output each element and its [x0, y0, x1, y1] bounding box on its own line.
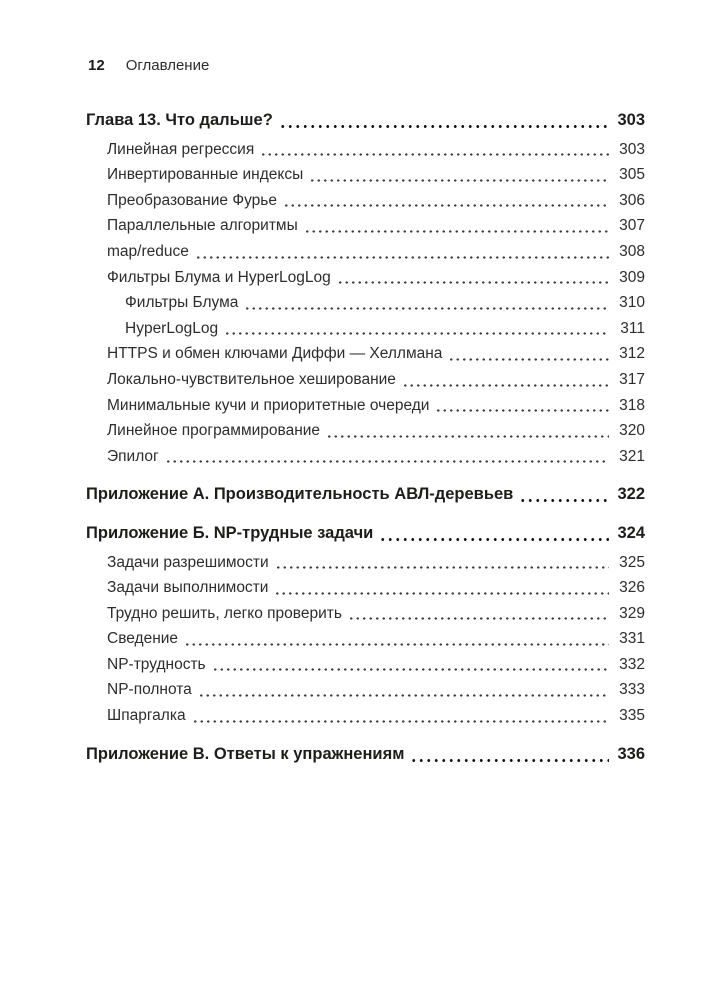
toc-entry-label: NP-трудность	[107, 655, 206, 673]
toc-entry-page: 325	[619, 553, 645, 571]
dot-leader	[224, 316, 609, 342]
toc-entry-page: 308	[619, 242, 645, 260]
toc-entry-label: Шпаргалка	[107, 707, 186, 725]
toc-entry	[86, 703, 645, 729]
toc-entry-label: Локально-чувствительное хеширование	[107, 370, 396, 388]
toc-entry-page: 306	[619, 191, 645, 209]
toc-entry-page: 335	[619, 707, 645, 725]
dot-leader	[195, 239, 609, 265]
toc-entry	[86, 601, 645, 627]
toc-entry-page: 326	[619, 579, 645, 597]
toc-entry-page: 303	[617, 111, 645, 129]
dot-leader	[519, 482, 609, 508]
toc-entry-page: 317	[619, 370, 645, 388]
toc-entry	[86, 239, 645, 265]
dot-leader	[410, 742, 609, 768]
toc-entry-page: 320	[619, 422, 645, 440]
toc-entry	[86, 575, 645, 601]
toc-entry-label: Фильтры Блума	[125, 294, 239, 312]
toc-entry-label: Инвертированные индексы	[107, 166, 304, 184]
toc-entry	[86, 137, 645, 163]
dot-leader	[279, 108, 609, 134]
toc-entry-page: 329	[619, 604, 645, 622]
toc-entry-label: HTTPS и обмен ключами Диффи — Хеллмана	[107, 345, 443, 363]
dot-leader	[304, 213, 609, 239]
toc-entry-label: Фильтры Блума и HyperLogLog	[107, 268, 331, 286]
dot-leader	[165, 444, 609, 470]
toc-entry-page: 332	[619, 655, 645, 673]
toc-entry	[86, 188, 645, 214]
toc-entry-page: 322	[617, 485, 645, 504]
toc-entry	[86, 108, 645, 134]
toc-entry-label: Сведение	[107, 630, 179, 648]
dot-leader	[260, 137, 609, 163]
toc-entry-label: Приложение В. Ответы к упражнениям	[86, 744, 405, 763]
dot-leader	[192, 703, 609, 729]
toc-entry-label: Линейная регрессия	[107, 140, 255, 158]
toc-entry-label: Трудно решить, легко проверить	[107, 604, 342, 622]
toc-entry	[86, 290, 645, 316]
toc-entry	[86, 341, 645, 367]
dot-leader	[348, 601, 609, 627]
dot-leader	[337, 265, 609, 291]
dot-leader	[402, 367, 609, 393]
toc-entry-label: Минимальные кучи и приоритетные очереди	[107, 396, 430, 414]
toc-entry-label: Параллельные алгоритмы	[107, 217, 298, 235]
running-head-title: Оглавление	[125, 57, 210, 74]
toc-entry	[86, 742, 645, 768]
toc-entry-label: HyperLogLog	[125, 319, 219, 337]
toc-entry	[86, 367, 645, 393]
toc-entry-label: Преобразование Фурье	[107, 191, 278, 209]
toc-entry	[86, 316, 645, 342]
toc-entry	[86, 626, 645, 652]
toc-entry-page: 312	[619, 345, 645, 363]
toc-entry-page: 324	[617, 523, 645, 542]
dot-leader	[435, 393, 609, 419]
toc-entry	[86, 393, 645, 419]
toc-entry-page: 333	[619, 681, 645, 699]
dot-leader	[184, 626, 609, 652]
toc-entry	[86, 652, 645, 678]
toc-entry	[86, 550, 645, 576]
dot-leader	[448, 341, 609, 367]
toc-entry-page: 331	[619, 630, 645, 648]
toc-entry-label: Линейное программирование	[107, 422, 321, 440]
toc-entry-label: Глава 13. Что дальше?	[86, 111, 273, 129]
toc-entry	[86, 418, 645, 444]
dot-leader	[212, 652, 609, 678]
toc-entry-label: map/reduce	[107, 242, 189, 260]
toc-entry-page: 303	[619, 140, 645, 158]
dot-leader	[309, 162, 609, 188]
toc-entry-page: 311	[620, 319, 645, 337]
toc-entry	[86, 265, 645, 291]
toc-entry-page: 318	[619, 396, 645, 414]
toc-entry	[86, 482, 645, 508]
toc-entry-page: 307	[619, 217, 645, 235]
toc-entry-page: 309	[619, 268, 645, 286]
toc-list	[86, 108, 645, 770]
toc-entry-label: NP-полнота	[107, 681, 192, 699]
dot-leader	[275, 550, 609, 576]
toc-entry-label: Задачи выполнимости	[107, 579, 269, 597]
toc-entry	[86, 677, 645, 703]
dot-leader	[274, 575, 609, 601]
dot-leader	[326, 418, 609, 444]
toc-entry-label: Задачи разрешимости	[107, 553, 269, 571]
dot-leader	[283, 188, 609, 214]
dot-leader	[244, 290, 609, 316]
toc-entry-label: Эпилог	[107, 447, 159, 465]
toc-entry-page: 310	[619, 294, 645, 312]
toc-entry	[86, 162, 645, 188]
toc-entry-label: Приложение А. Производительность АВЛ-деревьев	[86, 485, 514, 504]
toc-entry-page: 321	[619, 447, 645, 465]
toc-entry	[86, 444, 645, 470]
toc-entry-page: 336	[617, 744, 645, 763]
toc-entry-page: 305	[619, 166, 645, 184]
running-head-page-number: 12	[88, 57, 105, 74]
toc-entry	[86, 521, 645, 547]
toc-entry	[86, 213, 645, 239]
toc-entry-label: Приложение Б. NP-трудные задачи	[86, 523, 374, 542]
dot-leader	[379, 521, 609, 547]
running-head	[88, 56, 209, 76]
dot-leader	[198, 677, 609, 703]
